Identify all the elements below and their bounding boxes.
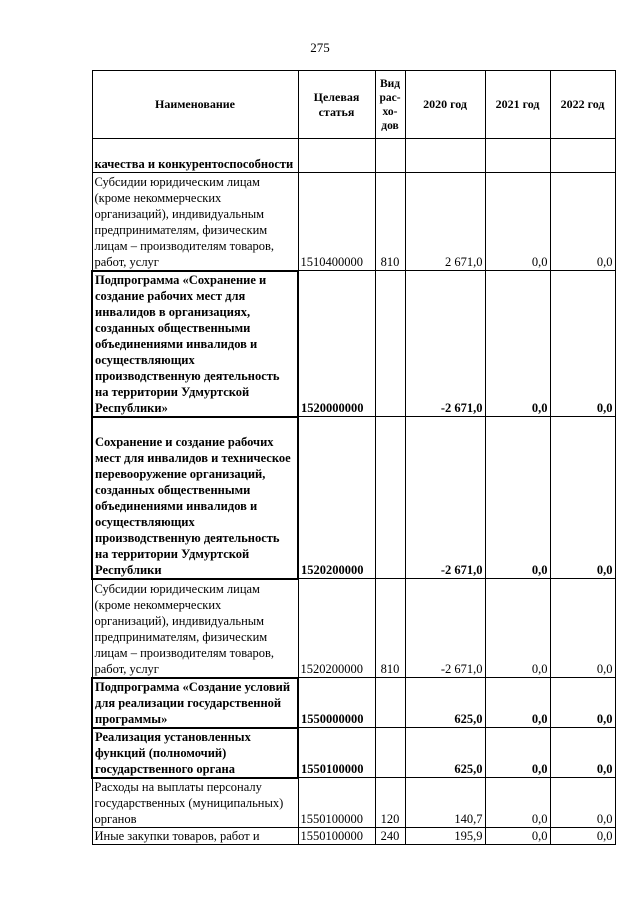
table-row <box>92 728 615 778</box>
table-row <box>92 678 615 728</box>
row-name: Расходы на выплаты персоналу государственных (муниципальных) органов <box>92 778 298 828</box>
header-2022: 2022 год <box>550 71 615 139</box>
header-name: Наименование <box>92 71 298 139</box>
row-kind: 810 <box>375 579 405 678</box>
row-code: 1550100000 <box>298 728 375 778</box>
row-2021: 0,0 <box>485 827 550 844</box>
row-2022: 0,0 <box>550 827 615 844</box>
row-code: 1550000000 <box>298 678 375 728</box>
row-code: 1550100000 <box>298 827 375 844</box>
row-kind <box>375 417 405 579</box>
page-number: 275 <box>310 40 330 55</box>
row-name: Подпрограмма «Создание условий для реализации государственной программы» <box>92 678 298 728</box>
table-row <box>92 417 615 579</box>
row-2021: 0,0 <box>485 678 550 728</box>
row-2022: 0,0 <box>550 678 615 728</box>
row-2020: 625,0 <box>405 678 485 728</box>
row-kind <box>375 271 405 417</box>
row-name: качества и конкурентоспособности <box>92 139 298 173</box>
header-2021: 2021 год <box>485 71 550 139</box>
row-name: Реализация установленных функций (полномочий) государственного органа <box>92 728 298 778</box>
header-kind: Вид рас-хо-дов <box>375 71 405 139</box>
row-code: 1520000000 <box>298 271 375 417</box>
table-row <box>92 579 615 678</box>
row-2022: 0,0 <box>550 579 615 678</box>
table-row <box>92 778 615 828</box>
budget-table <box>91 70 616 845</box>
row-code: 1520200000 <box>298 579 375 678</box>
row-name: Подпрограмма «Сохранение и создание рабочих мест для инвалидов в организациях, созданных общественными объединениями инвалидов и осуществляющих производственную деятельность на территории Удмуртской Республики» <box>92 271 298 417</box>
row-2022: 0,0 <box>550 271 615 417</box>
row-2020: 195,9 <box>405 827 485 844</box>
table-row <box>92 271 615 417</box>
row-2020: -2 671,0 <box>405 271 485 417</box>
header-row <box>92 71 615 139</box>
row-2021: 0,0 <box>485 173 550 271</box>
row-kind: 240 <box>375 827 405 844</box>
row-2021 <box>485 139 550 173</box>
row-code: 1520200000 <box>298 417 375 579</box>
row-2020: -2 671,0 <box>405 417 485 579</box>
table-row <box>92 827 615 844</box>
row-2020: -2 671,0 <box>405 579 485 678</box>
row-2021: 0,0 <box>485 728 550 778</box>
row-code: 1550100000 <box>298 778 375 828</box>
row-2020: 625,0 <box>405 728 485 778</box>
row-2022: 0,0 <box>550 417 615 579</box>
row-2022 <box>550 139 615 173</box>
row-name: Сохранение и создание рабочих мест для инвалидов и техническое перевооружение организаций, созданных общественными объединениями инвалидов и осуществляющих производственную деятельность на территории Удмуртской Республики <box>92 417 298 579</box>
row-2021: 0,0 <box>485 271 550 417</box>
row-kind: 810 <box>375 173 405 271</box>
row-2020: 140,7 <box>405 778 485 828</box>
table-row <box>92 139 615 173</box>
row-2020 <box>405 139 485 173</box>
row-2021: 0,0 <box>485 417 550 579</box>
row-code: 1510400000 <box>298 173 375 271</box>
row-2021: 0,0 <box>485 579 550 678</box>
row-name: Субсидии юридическим лицам (кроме некоммерческих организаций), индивидуальным предпринимателям, физическим лицам – производителям товаров, работ, услуг <box>92 173 298 271</box>
row-kind: 120 <box>375 778 405 828</box>
row-2020: 2 671,0 <box>405 173 485 271</box>
row-2021: 0,0 <box>485 778 550 828</box>
row-code <box>298 139 375 173</box>
row-2022: 0,0 <box>550 778 615 828</box>
table-row <box>92 173 615 271</box>
row-kind <box>375 139 405 173</box>
row-name: Иные закупки товаров, работ и <box>92 827 298 844</box>
row-2022: 0,0 <box>550 728 615 778</box>
row-name: Субсидии юридическим лицам (кроме некоммерческих организаций), индивидуальным предпринимателям, физическим лицам – производителям товаров, работ, услуг <box>92 579 298 678</box>
row-kind <box>375 728 405 778</box>
row-2022: 0,0 <box>550 173 615 271</box>
row-kind <box>375 678 405 728</box>
header-target: Целевая статья <box>298 71 375 139</box>
header-2020: 2020 год <box>405 71 485 139</box>
